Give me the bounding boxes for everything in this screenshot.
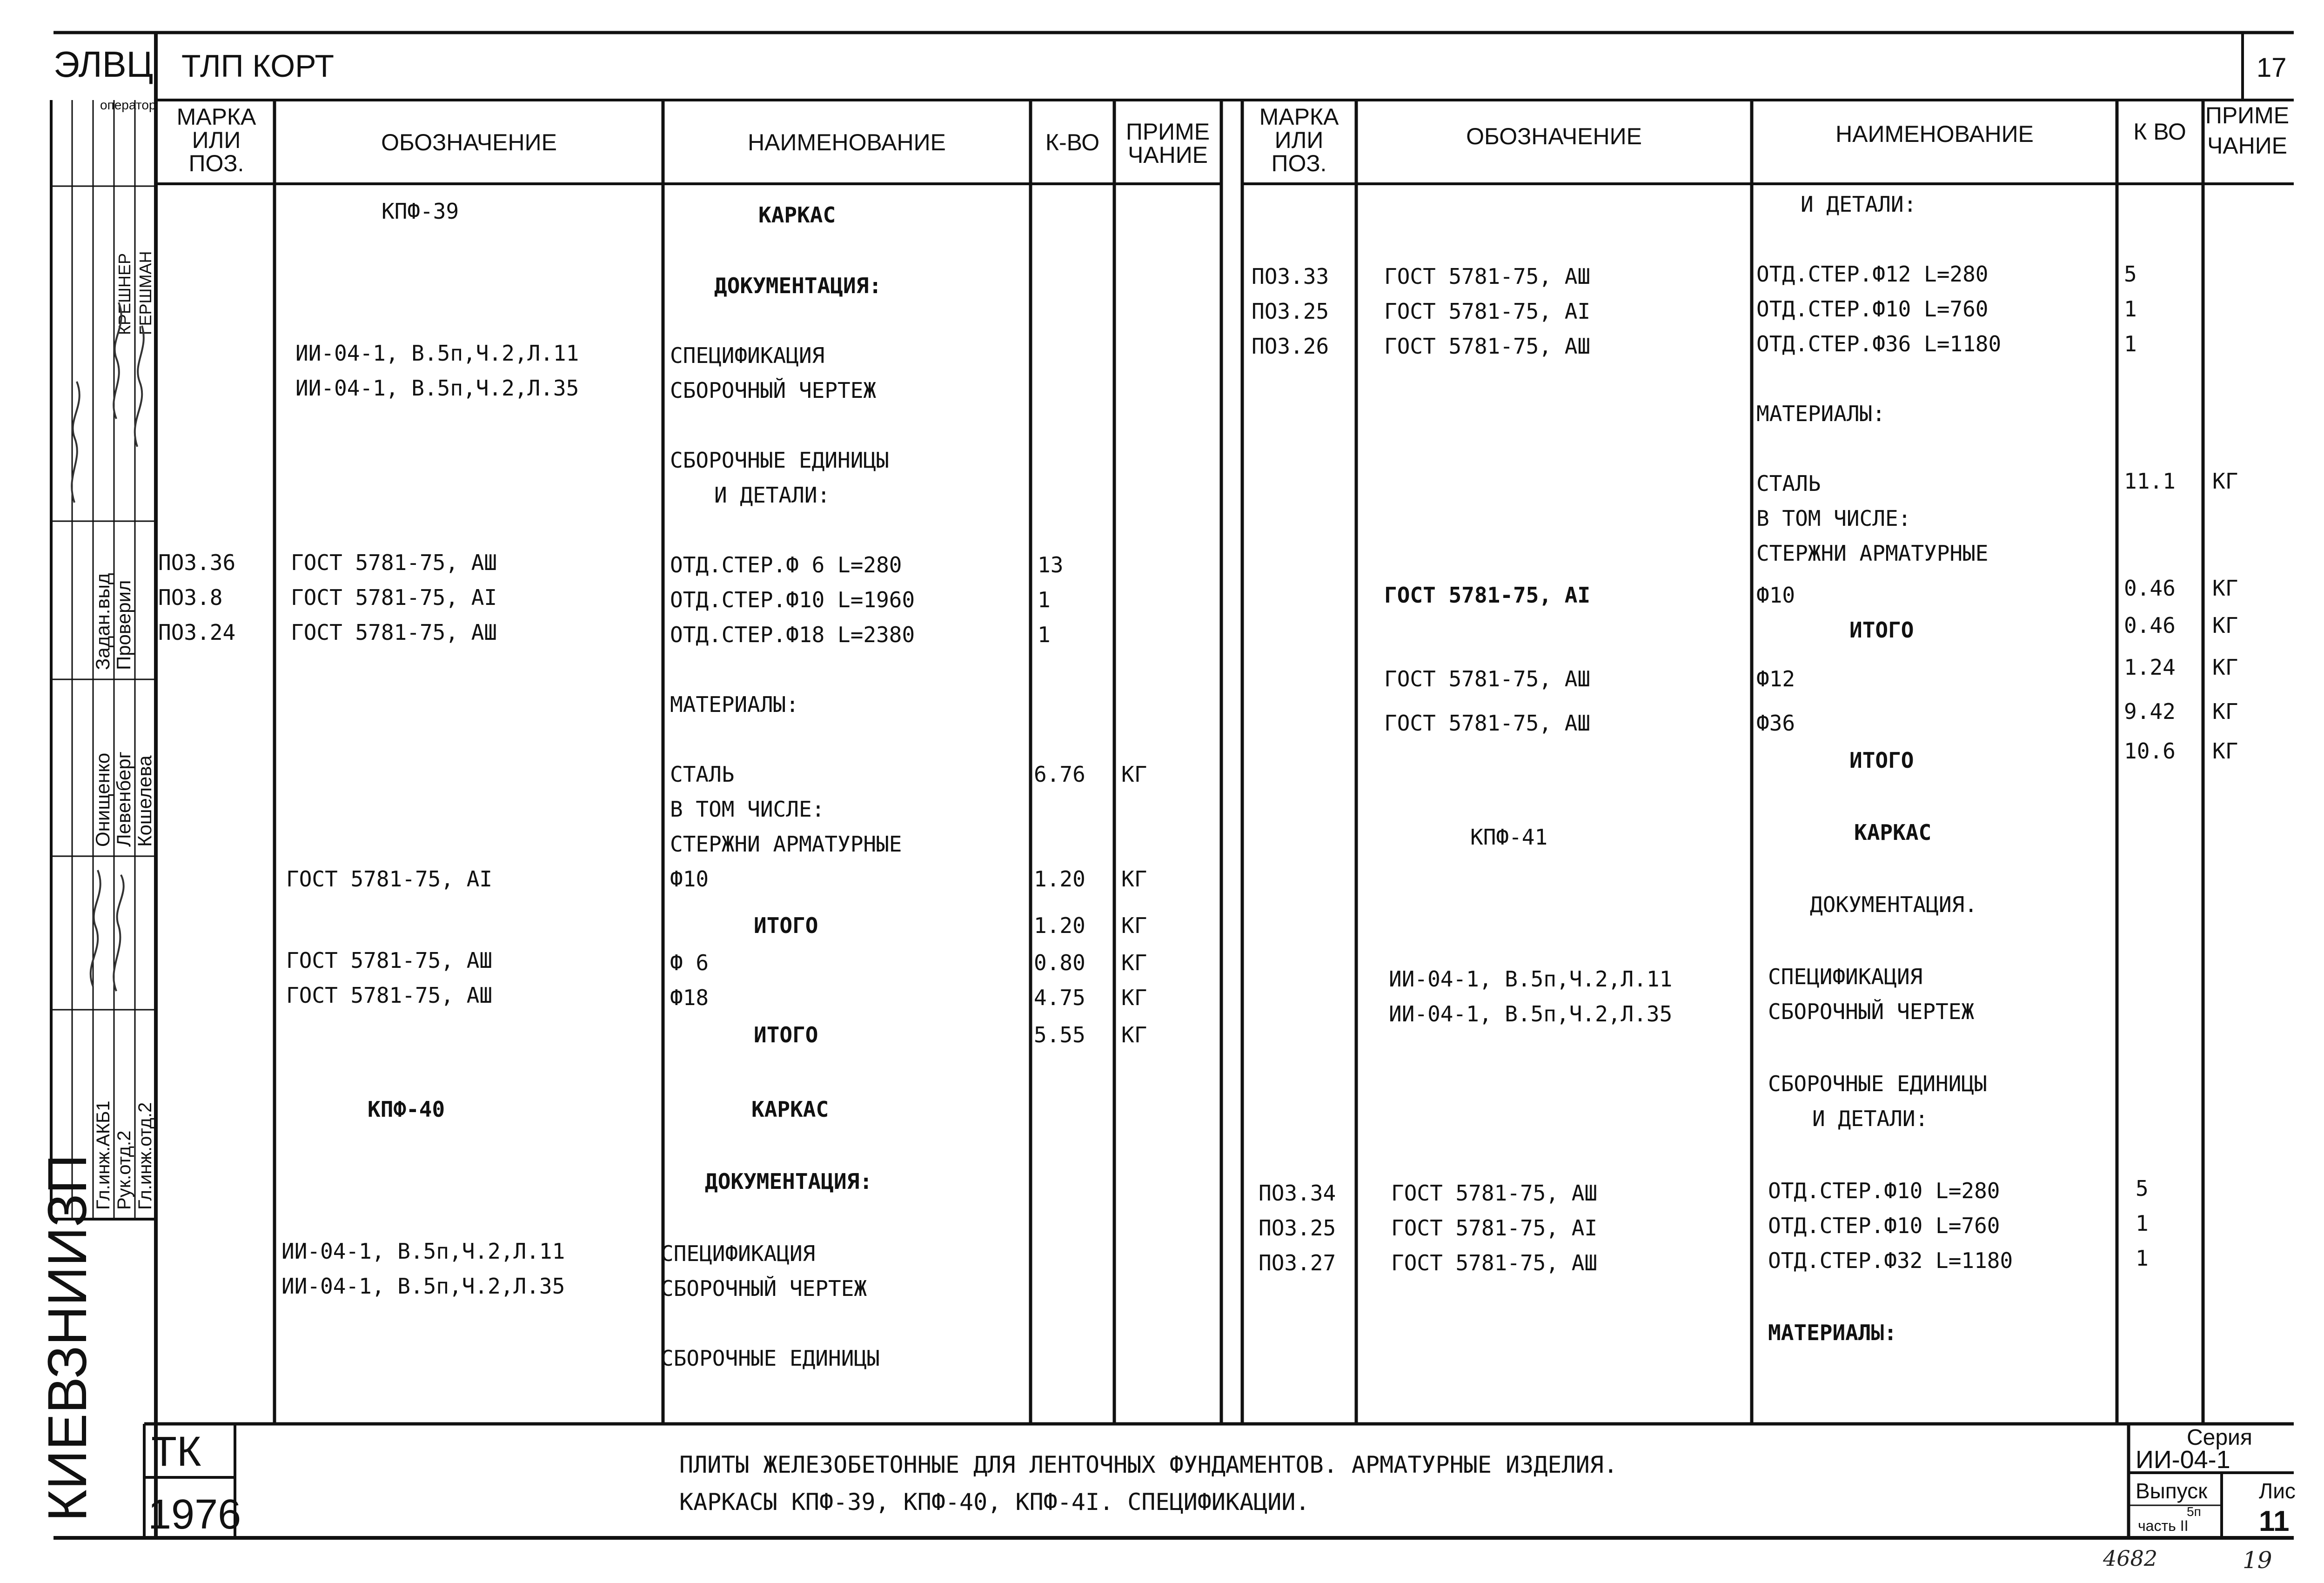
right-row-1-name: И ДЕТАЛИ:: [1801, 192, 1917, 217]
right-row-3-name: ОТД.СТЕР.Ф10 L=760: [1756, 296, 1989, 322]
right-row-21-oboz: ГОСТ 5781-75, AI: [1391, 1215, 1598, 1241]
left-head-marka-1: МАРКА: [176, 104, 256, 130]
right-row-8-name: СТЕРЖНИ АРМАТУРНЫЕ: [1756, 541, 1989, 566]
right-row-9-name: Ф10: [1756, 583, 1795, 608]
left-row-4-name: СБОРОЧНЫЙ ЧЕРТЕЖ: [670, 378, 877, 403]
left-row-1-name: КАРКАС: [758, 202, 836, 228]
right-row-9-qty: 0.46: [2124, 576, 2176, 601]
archive-number: 4682: [2103, 1546, 2158, 1571]
left-row-19-oboz: КПФ-40: [368, 1097, 445, 1122]
signature-5: [72, 382, 80, 503]
stamp-role-1: Проверил: [113, 580, 134, 670]
left-head-naimenovanie: НАИМЕНОВАНИЕ: [748, 129, 946, 155]
right-row-4-pos: ПОЗ.26: [1252, 334, 1329, 359]
left-row-22-oboz: ИИ-04-1, В.5п,Ч.2,Л.35: [281, 1274, 565, 1299]
left-head-prim-2: ЧАНИЕ: [1127, 142, 1208, 168]
left-row-8-oboz: ГОСТ 5781-75, AI: [291, 585, 497, 610]
list-value: 11: [2259, 1505, 2290, 1537]
left-row-3-name: СПЕЦИФИКАЦИЯ: [670, 343, 825, 368]
right-row-2-qty: 5: [2124, 262, 2137, 287]
left-header: [177, 104, 1210, 176]
left-row-7-name: ОТД.СТЕР.Ф 6 L=280: [670, 552, 902, 577]
header-title: ТЛП КОРТ: [181, 48, 335, 84]
left-row-13-name: СТЕРЖНИ АРМАТУРНЫЕ: [670, 832, 902, 857]
left-row-10-name: МАТЕРИАЛЫ:: [670, 692, 799, 717]
left-row-4-oboz: ИИ-04-1, В.5п,Ч.2,Л.35: [295, 376, 579, 401]
right-row-2-pos: ПОЗ.33: [1252, 264, 1329, 289]
right-row-6-qty: 11.1: [2124, 469, 2176, 494]
left-row-2-name: ДОКУМЕНТАЦИЯ:: [714, 273, 882, 298]
right-row-11-oboz: ГОСТ 5781-75, АШ: [1384, 666, 1591, 691]
left-row-14-note: КГ: [1121, 866, 1147, 892]
right-row-20-qty: 5: [2136, 1176, 2149, 1201]
right-head-prim-2: ЧАНИЕ: [2207, 133, 2288, 159]
vypusk-label: Выпуск: [2136, 1479, 2208, 1503]
right-row-12-name: Ф36: [1756, 711, 1795, 736]
right-row-13-qty: 10.6: [2124, 738, 2176, 764]
right-row-22-pos: ПОЗ.27: [1259, 1250, 1336, 1275]
left-row-7-qty: 13: [1038, 552, 1064, 577]
left-row-11-qty: 6.76: [1034, 762, 1085, 787]
footer-title-line-1: ПЛИТЫ ЖЕЛЕЗОБЕТОННЫЕ ДЛЯ ЛЕНТОЧНЫХ ФУНДАМЕНТОВ. АРМАТУРНЫЕ ИЗДЕЛИЯ.: [679, 1451, 1618, 1478]
left-row-16-note: КГ: [1121, 950, 1147, 975]
right-row-3-oboz: ГОСТ 5781-75, AI: [1384, 299, 1591, 324]
right-row-6-note: КГ: [2212, 469, 2238, 494]
right-row-21-qty: 1: [2136, 1211, 2149, 1236]
left-row-16-qty: 0.80: [1034, 950, 1085, 975]
right-row-2-oboz: ГОСТ 5781-75, АШ: [1384, 264, 1591, 289]
signature-3: [91, 870, 100, 986]
side-stamp: [37, 98, 156, 1522]
right-row-20-oboz: ГОСТ 5781-75, АШ: [1391, 1181, 1598, 1206]
right-row-16-oboz: ИИ-04-1, В.5п,Ч.2,Л.11: [1389, 966, 1673, 992]
right-head-marka-3: ПОЗ.: [1271, 150, 1327, 176]
right-header: [1259, 102, 2290, 176]
right-row-13-name: ИТОГО: [1849, 748, 1914, 773]
right-row-7-name: В ТОМ ЧИСЛЕ:: [1756, 506, 1911, 531]
left-row-15-qty: 1.20: [1034, 913, 1085, 938]
left-row-7-oboz: ГОСТ 5781-75, АШ: [291, 550, 497, 575]
right-row-11-name: Ф12: [1756, 666, 1795, 691]
stamp-name-a-1: Кошелева: [134, 755, 155, 847]
left-row-6-name: И ДЕТАЛИ:: [714, 483, 830, 508]
right-row-10-note: КГ: [2212, 613, 2238, 638]
left-row-19-name: КАРКАС: [751, 1097, 829, 1122]
right-row-22-oboz: ГОСТ 5781-75, АШ: [1391, 1250, 1598, 1275]
left-head-marka-3: ПОЗ.: [188, 150, 244, 176]
right-row-12-oboz: ГОСТ 5781-75, АШ: [1384, 711, 1591, 736]
right-row-20-name: ОТД.СТЕР.Ф10 L=280: [1768, 1178, 2000, 1203]
right-row-12-qty: 9.42: [2124, 699, 2176, 724]
right-row-15-name: ДОКУМЕНТАЦИЯ.: [1810, 892, 1978, 917]
right-row-22-qty: 1: [2136, 1246, 2149, 1271]
left-row-14-name: Ф10: [670, 866, 709, 892]
left-table: [156, 100, 1221, 1424]
right-row-18-name: СБОРОЧНЫЕ ЕДИНИЦЫ: [1768, 1071, 1987, 1096]
right-row-14-name: КАРКАС: [1854, 820, 1932, 845]
left-head-kvo: К-ВО: [1045, 129, 1100, 155]
right-row-4-name: ОТД.СТЕР.Ф36 L=1180: [1756, 331, 2002, 356]
right-row-21-pos: ПОЗ.25: [1259, 1215, 1336, 1241]
right-row-20-pos: ПОЗ.34: [1259, 1181, 1336, 1206]
frame: [54, 33, 2294, 1538]
right-row-9-note: КГ: [2212, 576, 2238, 601]
right-row-6-name: СТАЛЬ: [1756, 471, 1821, 496]
left-row-18-note: КГ: [1121, 1022, 1147, 1047]
vypusk-value: 5п: [2187, 1504, 2201, 1519]
left-row-15-name: ИТОГО: [754, 913, 818, 938]
footer-title-line-2: КАРКАСЫ КПФ-39, КПФ-40, КПФ-4I. СПЕЦИФИКАЦИИ.: [679, 1489, 1310, 1516]
right-head-prim-1: ПРИМЕ: [2205, 102, 2290, 128]
right-row-11-note: КГ: [2212, 655, 2238, 680]
year-label: 1976: [148, 1491, 241, 1538]
left-rows: [158, 199, 1147, 1371]
right-head-marka-2: ИЛИ: [1274, 127, 1324, 153]
sheet-number: 19: [2243, 1547, 2272, 1574]
right-head-oboznachenie: ОБОЗНАЧЕНИЕ: [1466, 123, 1642, 149]
signature-4: [114, 875, 123, 991]
right-row-9-oboz: ГОСТ 5781-75, AI: [1384, 583, 1591, 608]
left-row-1-oboz: КПФ-39: [382, 199, 459, 224]
left-row-9-qty: 1: [1038, 622, 1051, 647]
left-row-14-oboz: ГОСТ 5781-75, AI: [286, 866, 493, 892]
right-row-12-note: КГ: [2212, 699, 2238, 724]
right-row-13-note: КГ: [2212, 738, 2238, 764]
right-row-5-name: МАТЕРИАЛЫ:: [1756, 401, 1885, 426]
right-row-17-oboz: ИИ-04-1, В.5п,Ч.2,Л.35: [1389, 1001, 1673, 1026]
right-row-23-name: МАТЕРИАЛЫ:: [1768, 1320, 1897, 1345]
left-row-22-name: СБОРОЧНЫЙ ЧЕРТЕЖ: [661, 1276, 867, 1301]
left-row-23-name: СБОРОЧНЫЕ ЕДИНИЦЫ: [661, 1346, 880, 1371]
left-row-11-name: СТАЛЬ: [670, 762, 735, 787]
right-row-3-pos: ПОЗ.25: [1252, 299, 1329, 324]
list-label: Лис: [2259, 1479, 2296, 1503]
right-row-22-name: ОТД.СТЕР.Ф32 L=1180: [1768, 1248, 2013, 1273]
right-row-11-qty: 1.24: [2124, 655, 2176, 680]
left-row-14-qty: 1.20: [1034, 866, 1085, 892]
left-row-12-name: В ТОМ ЧИСЛЕ:: [670, 797, 825, 822]
left-head-prim-1: ПРИМЕ: [1125, 119, 1210, 145]
right-row-10-name: ИТОГО: [1849, 617, 1914, 643]
left-row-16-name: Ф 6: [670, 950, 709, 975]
left-row-17-name: Ф18: [670, 985, 709, 1010]
right-head-kvo: К ВО: [2133, 119, 2186, 145]
stamp-role-2: Задан.выд: [92, 573, 114, 670]
header-code: ЭЛВЦ: [54, 44, 154, 85]
right-rows: [1252, 192, 2238, 1345]
left-row-21-name: СПЕЦИФИКАЦИЯ: [661, 1241, 816, 1266]
chast-value: часть II: [2138, 1517, 2189, 1534]
signature-2: [135, 326, 144, 447]
right-row-10-qty: 0.46: [2124, 613, 2176, 638]
right-row-16-name: СПЕЦИФИКАЦИЯ: [1768, 964, 1923, 989]
left-row-15-note: КГ: [1121, 913, 1147, 938]
stamp-name-a-2: Левенберг: [113, 751, 134, 847]
seria-label: Серия: [2187, 1425, 2252, 1450]
stamp-role-5: Гл.инж.АКБ1: [93, 1100, 114, 1210]
left-row-17-qty: 4.75: [1034, 985, 1085, 1010]
left-row-8-name: ОТД.СТЕР.Ф10 L=1960: [670, 587, 915, 612]
left-row-7-pos: ПОЗ.36: [158, 550, 236, 575]
right-row-4-oboz: ГОСТ 5781-75, АШ: [1384, 334, 1591, 359]
right-head-naimenovanie: НАИМЕНОВАНИЕ: [1835, 121, 2034, 147]
left-row-8-pos: ПОЗ.8: [158, 585, 223, 610]
left-row-20-name: ДОКУМЕНТАЦИЯ:: [705, 1169, 873, 1194]
stamp-role-4: Рук.отд.2: [114, 1130, 134, 1210]
right-row-17-name: СБОРОЧНЫЙ ЧЕРТЕЖ: [1768, 999, 1975, 1024]
right-row-14-oboz: КПФ-41: [1470, 825, 1548, 850]
left-row-17-note: КГ: [1121, 985, 1147, 1010]
right-row-21-name: ОТД.СТЕР.Ф10 L=760: [1768, 1213, 2000, 1238]
left-row-3-oboz: ИИ-04-1, В.5п,Ч.2,Л.11: [295, 341, 579, 366]
right-table: [1242, 100, 2294, 1424]
tk-label: ТК: [151, 1429, 201, 1475]
right-row-2-name: ОТД.СТЕР.Ф12 L=280: [1756, 262, 1989, 287]
stamp-role-3: Гл.инж.отд.2: [135, 1102, 155, 1210]
left-row-18-qty: 5.55: [1034, 1022, 1085, 1047]
left-head-marka-2: ИЛИ: [192, 127, 241, 153]
stamp-name-b-1: ГЕРШМАН: [136, 251, 155, 335]
left-row-21-oboz: ИИ-04-1, В.5п,Ч.2,Л.11: [281, 1239, 565, 1264]
left-row-5-name: СБОРОЧНЫЕ ЕДИНИЦЫ: [670, 448, 889, 473]
left-row-11-note: КГ: [1121, 762, 1147, 787]
left-head-oboznachenie: ОБОЗНАЧЕНИЕ: [381, 129, 557, 155]
right-row-3-qty: 1: [2124, 296, 2137, 322]
seria-value: ИИ-04-1: [2136, 1446, 2230, 1474]
right-row-19-name: И ДЕТАЛИ:: [1812, 1106, 1929, 1131]
right-head-marka-1: МАРКА: [1259, 104, 1339, 130]
stamp-name-b-2: КРЕШНЕР: [115, 253, 134, 335]
page-number: 17: [2257, 53, 2287, 83]
left-row-8-qty: 1: [1038, 587, 1051, 612]
stamp-name-a-3: Онищенко: [92, 752, 114, 847]
left-row-18-name: ИТОГО: [754, 1022, 818, 1047]
right-row-4-qty: 1: [2124, 331, 2137, 356]
left-row-9-pos: ПОЗ.24: [158, 620, 236, 645]
stamp-org: КИЕВЗНИИЗП: [37, 1154, 98, 1522]
left-row-16-oboz: ГОСТ 5781-75, АШ: [286, 948, 493, 973]
stamp-operator-label: оператор: [100, 98, 156, 112]
title-block: [144, 1424, 2296, 1574]
left-row-17-oboz: ГОСТ 5781-75, АШ: [286, 983, 493, 1008]
left-row-9-name: ОТД.СТЕР.Ф18 L=2380: [670, 622, 915, 647]
left-row-9-oboz: ГОСТ 5781-75, АШ: [291, 620, 497, 645]
